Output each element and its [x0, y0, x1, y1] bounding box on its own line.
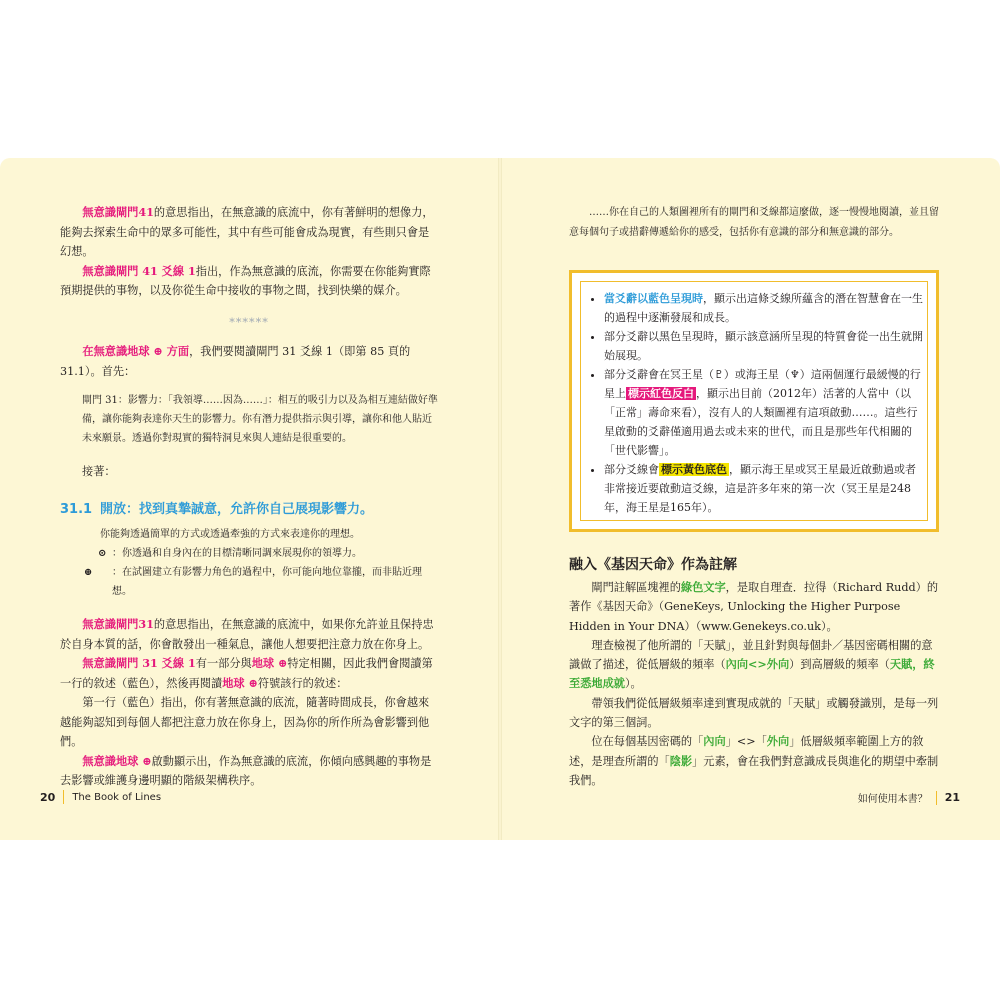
term: 無意識閘門41: [82, 205, 154, 219]
book-gutter: [498, 158, 502, 840]
paragraph: 無意識閘門41的意思指出，在無意識的底流中，你有著鮮明的想像力，能夠去探索生命中的眾多可能性，其中有些可能會成為現實，有些則只會是幻想。: [60, 205, 434, 258]
left-page-body: [60, 203, 438, 791]
list-item: • 部分爻辭以黑色呈現時，顯示該意涵所呈現的特質會從一出生就開始展現。: [604, 327, 926, 365]
earth-icon: ⊕: [84, 567, 93, 578]
sun-line: ⊙ ：你透過和自身內在的目標清晰同調來展現你的領導力。: [98, 544, 438, 563]
gate-quote: 閘門 31：影響力：「我領導……因為……」：相互的吸引力以及為相互連結做好準備，讓你能夠表達你天生的影響力。你有潛力提供指示與引導，讓你和他人貼近未來願景。透過你對現實的獨特洞見來與人連結是很重要的。: [82, 395, 438, 444]
term: 無意識地球 ⊕: [82, 753, 152, 768]
list-item: • 部分爻辭會在冥王星（♇）或海王星（♆）這兩個運行最緩慢的行星上 標示紅色反白 ，顯示出目前（2012年）活著的人當中（以「正常」壽命來看），沒有人的人類圖裡有這項啟動……。這些行星啟動的爻辭僅適用過去或未來的世代，而且是那些年代相關的「世代影響」。: [604, 365, 926, 460]
line-title: 開放：找到真摯誠意，允許你自己展現影響力。: [100, 501, 374, 517]
running-title: 如何使用本書？: [857, 794, 928, 805]
list-item: • 當爻辭以藍色呈現時，顯示出這條爻線所蘊含的潛在智慧會在一生的過程中逐漸發展和成長。: [604, 289, 926, 327]
earth-line: ⊕ ：在試圖建立有影響力角色的過程中，你可能向地位靠攏，而非貼近理想。: [98, 563, 438, 601]
red-highlight: 標示紅色反白: [628, 387, 694, 400]
paragraph: ……你在自己的人類圖裡所有的閘門和爻線都這麼做，逐一慢慢地閱讀，並且留意每個句子或措辭傳遞給你的感受，包括你有意識的部分和無意識的部分。: [569, 207, 939, 238]
paragraph: 帶領我們從低層級頻率達到實現成就的「天賦」或觸發識別，是每一列文字的第三個詞。: [569, 696, 939, 730]
right-page-body: [569, 578, 939, 790]
term: 在無意識地球 ⊕ 方面: [82, 344, 190, 358]
legend-list: [594, 289, 926, 517]
term: 無意識閘門31: [82, 617, 154, 631]
term: 地球 ⊕: [251, 656, 288, 670]
right-folio: [858, 790, 960, 805]
section-heading: 融入《基因天命》作為註解: [569, 557, 737, 573]
right-intro: [569, 203, 939, 242]
running-title: The Book of Lines: [72, 791, 162, 803]
list-item: • 部分爻線會 標示黃色底色 ，顯示海王星或冥王星最近啟動過或者非常接近要啟動這爻線，這是許多年來的第一次（冥王星是248年，海王星是165年）。: [604, 460, 926, 517]
page-number: 21: [944, 791, 960, 804]
paragraph: 無意識閘門 41 爻線 1指出，作為無意識的底流，你需要在你能夠實際預期提供的事物，以及你從生命中接收的事物之間，找到快樂的媒介。: [60, 263, 431, 297]
paragraph: 無意識地球 ⊕啟動顯示出，作為無意識的底流，你傾向感興趣的事物是去影響或維護身邊明顯的階級架構秩序。: [60, 753, 432, 787]
term: 地球 ⊕: [222, 675, 258, 690]
folio-divider: [936, 791, 937, 805]
term: 無意識閘門 41 爻線 1: [82, 263, 196, 278]
paragraph: 在無意識地球 ⊕ 方面，我們要閱讀閘門 31 爻線 1（即第 85 頁的 31.1）。首先：: [60, 344, 411, 378]
term: 無意識閘門 31 爻線 1: [82, 656, 196, 670]
paragraph: 閘門註解區塊裡的綠色文字，是取自理查．拉得（Richard Rudd）的著作《基因天命》（GeneKeys, Unlocking the Higher Purpose Hidden in Your DNA）（www.Genekeys.co.uk）。: [569, 580, 939, 633]
line-text: 你能夠透過簡單的方式或透過牽強的方式來表達你的理想。 ⊙ ：你透過和自身內在的目標清晰同調來展現你的領導力。 ⊕ ：在試圖建立有影響力角色的過程中，你可能向地位靠攏，而非貼近理想。: [60, 525, 438, 601]
folio-divider: [63, 790, 64, 804]
sun-icon: ⊙: [98, 548, 107, 559]
line-heading: [60, 500, 438, 520]
line-number: 31.1: [60, 501, 93, 517]
paragraph: 理查檢視了他所謂的「天賦」，並且針對與每個卦／基因密碼相關的意識做了描述，從低層級的頻率（內向<>外向）到高層級的頻率（天賦，終至悉地成就）。: [569, 638, 935, 691]
paragraph: 無意識閘門 31 爻線 1有一部分與地球 ⊕特定相關，因此我們會閱讀第一行的敘述（藍色），然後再閱讀地球 ⊕符號該行的敘述：: [60, 656, 433, 690]
paragraph: 接著：: [82, 465, 116, 478]
paragraph: 無意識閘門31的意思指出，在無意識的底流中，如果你允許並且保持忠於自身本質的話，你會散發出一種氣息，讓他人想要把注意力放在你身上。: [60, 617, 434, 651]
page-number: 20: [40, 790, 56, 804]
left-folio: [40, 790, 161, 804]
paragraph: 第一行（藍色）指出，你有著無意識的底流，隨著時間成長，你會越來越能夠認知到每個人都把注意力放在你身上，因為你的所作所為會影響到他們。: [60, 696, 430, 748]
section-divider: ******: [229, 315, 269, 329]
yellow-highlight: 標示黃色底色: [661, 463, 727, 476]
paragraph: 位在每個基因密碼的「內向」<>「外向」低層級頻率範圍上方的敘述，是理查所謂的「陰影」元素，會在我們對意識成長與進化的期望中牽制我們。: [569, 734, 939, 787]
